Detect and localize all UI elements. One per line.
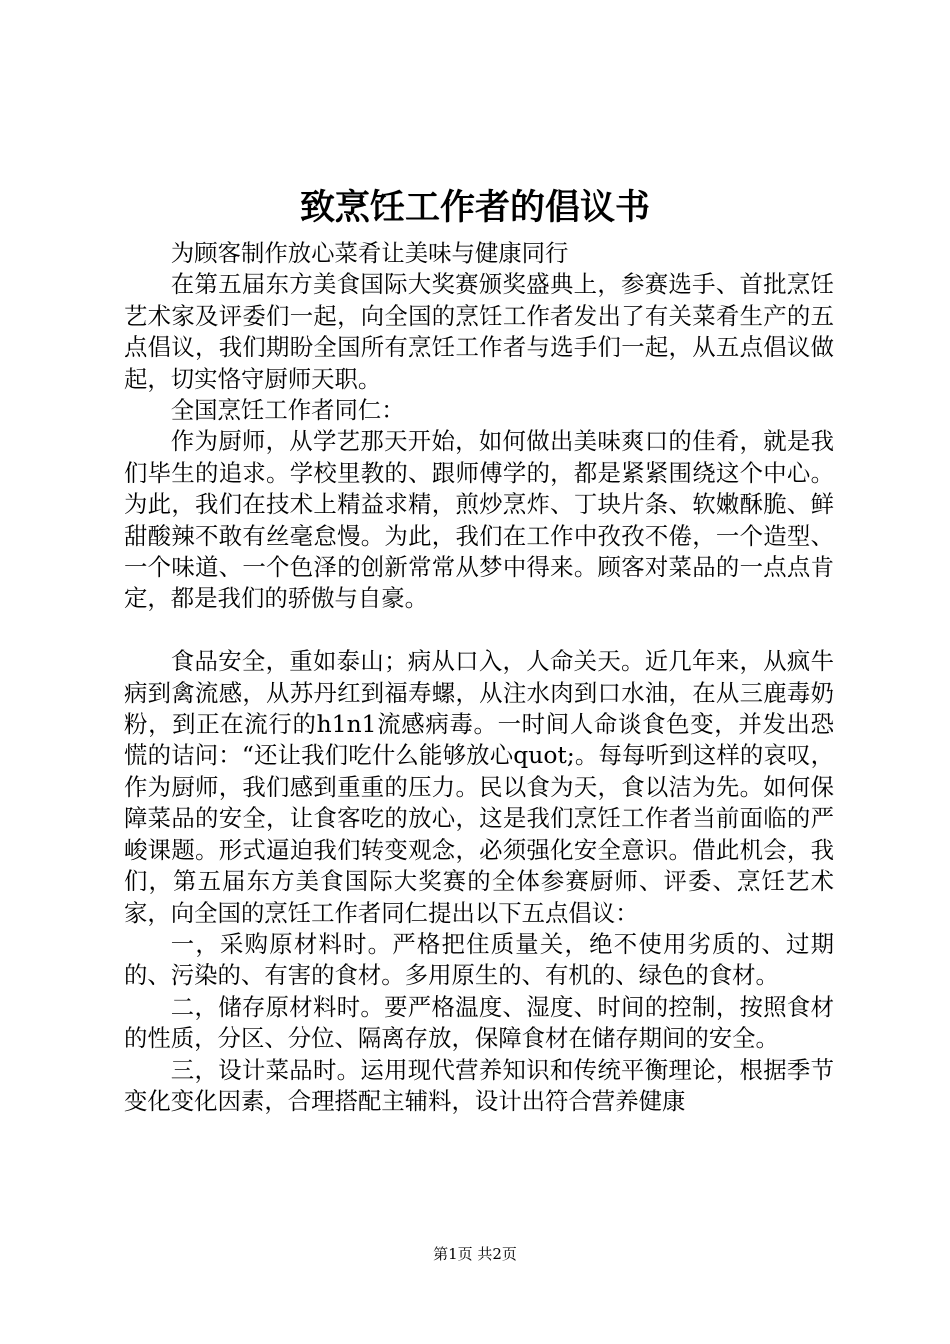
document-title: 致烹饪工作者的倡议书	[299, 187, 650, 228]
document-body	[124, 238, 834, 1117]
body-paragraph: 作为厨师，从学艺那天开始，如何做出美味爽口的佳肴，就是我们毕生的追求。学校里教的、跟师傅学的，都是紧紧围绕这个中心。为此，我们在技术上精益求精，煎炒烹炸、丁块片条、软嫩酥脆、鲜甜酸辣不敢有丝毫怠慢。为此，我们在工作中孜孜不倦，一个造型、一个味道、一个色泽的创新常常从梦中得来。顾客对菜品的一点点肯定，都是我们的骄傲与自豪。	[124, 427, 834, 613]
subtitle-paragraph: 为顾客制作放心菜肴让美味与健康同行	[170, 239, 569, 267]
body-paragraph: 食品安全，重如泰山；病从口入，人命关天。近几年来，从疯牛病到禽流感，从苏丹红到福寿螺，从注水肉到口水油，在从三鹿毒奶粉，到正在流行的h1n1流感病毒。一时间人命谈食色变，并发出恐慌的诘问：“还让我们吃什么能够放心quot;。每每听到这样的哀叹，作为厨师，我们感到重重的压力。民以食为天，食以洁为先。如何保障菜品的安全，让食客吃的放心，这是我们烹饪工作者当前面临的严峻课题。形式逼迫我们转变观念，必须强化安全意识。借此机会，我们，第五届东方美食国际大奖赛的全体参赛厨师、评委、烹饪艺术家，向全国的烹饪工作者同仁提出以下五点倡议：	[124, 647, 834, 927]
proposal-item-3: 三，设计菜品时。运用现代营养知识和传统平衡理论，根据季节变化变化因素，合理搭配主辅料，设计出符合营养健康	[124, 1055, 834, 1115]
page-footer: 第1页 共2页	[433, 1245, 517, 1263]
salutation-paragraph: 全国烹饪工作者同仁：	[170, 396, 405, 425]
intro-paragraph: 在第五届东方美食国际大奖赛颁奖盛典上，参赛选手、首批烹饪艺术家及评委们一起，向全国的烹饪工作者发出了有关菜肴生产的五点倡议，我们期盼全国所有烹饪工作者与选手们一起，从五点倡议做起，切实恪守厨师天职。	[124, 270, 834, 393]
proposal-item-1: 一，采购原材料时。严格把住质量关，绝不使用劣质的、过期的、污染的、有害的食材。多用原生的、有机的、绿色的食材。	[124, 929, 834, 990]
proposal-item-2: 二，储存原材料时。要严格温度、湿度、时间的控制，按照食材的性质，分区、分位、隔离存放，保障食材在储存期间的安全。	[124, 992, 834, 1053]
